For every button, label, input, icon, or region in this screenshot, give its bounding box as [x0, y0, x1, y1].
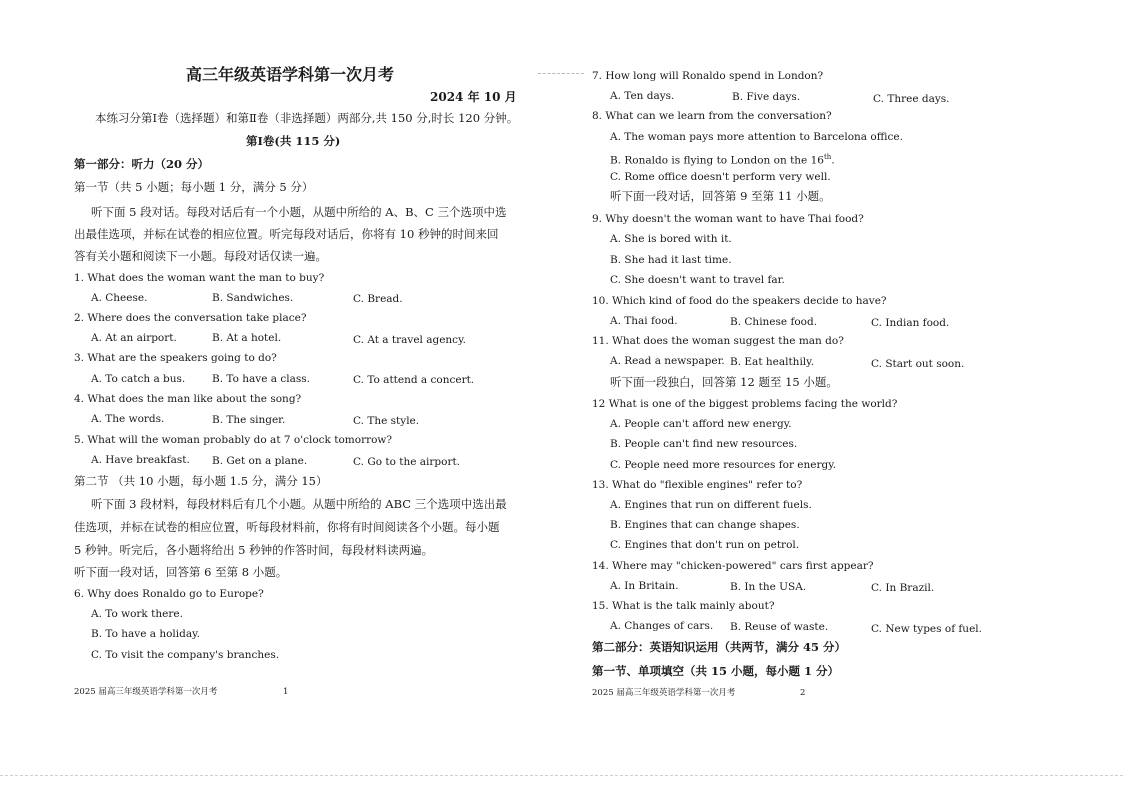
part2-section1-heading: 第一节、单项填空（共 15 小题，每小题 1 分） — [592, 664, 840, 678]
option-a: A. In Britain. — [610, 580, 679, 592]
paper1-heading: 第Ⅰ卷(共 115 分) — [246, 134, 341, 148]
option-a: A. People can't afford new energy. — [610, 418, 792, 430]
part2-heading: 第二部分：英语知识运用（共两节，满分 45 分） — [592, 640, 847, 654]
question-stem: 15. What is the talk mainly about? — [592, 600, 775, 612]
listening-directive: 听下面一段对话，回答第 9 至第 11 小题。 — [610, 189, 831, 203]
section1-instruction: 答有关小题和阅读下一小题。每段对话仅读一遍。 — [74, 249, 327, 263]
exam-intro: 本练习分第Ⅰ卷（选择题）和第Ⅱ卷（非选择题）两部分,共 150 分,时长 120 分钟。 — [95, 111, 519, 125]
option-c: C. In Brazil. — [871, 582, 935, 594]
option-a: A. Thai food. — [610, 315, 678, 327]
option-c: C. Start out soon. — [871, 358, 965, 370]
section1-instruction: 听下面 5 段对话。每段对话后有一个小题，从题中所给的 A、B、C 三个选项中选 — [91, 205, 507, 219]
option-c: C. New types of fuel. — [871, 623, 982, 635]
question-stem: 2. Where does the conversation take place? — [74, 312, 307, 324]
option-a: A. She is bored with it. — [610, 233, 732, 245]
option-b: B. The singer. — [212, 414, 286, 426]
option-c: C. Three days. — [873, 93, 950, 105]
section2-instruction: 佳选项，并标在试卷的相应位置，听每段材料前，你将有时间阅读各个小题。每小题 — [74, 520, 500, 534]
question-stem: 6. Why does Ronaldo go to Europe? — [74, 588, 264, 600]
option-a: A. Have breakfast. — [91, 454, 190, 466]
option-b: B. Sandwiches. — [212, 292, 294, 304]
option-b: B. To have a class. — [212, 373, 310, 385]
section2-instruction: 听下面 3 段材料，每段材料后有几个小题。从题中所给的 ABC 三个选项中选出最 — [91, 497, 507, 511]
option-b: B. Ronaldo is flying to London on the 16th. — [610, 153, 835, 167]
option-b: B. To have a holiday. — [91, 628, 200, 640]
exam-page-right — [562, 0, 1123, 794]
option-a: A. The words. — [91, 413, 165, 425]
option-c: C. People need more resources for energy. — [610, 459, 837, 471]
option-c: C. To visit the company's branches. — [91, 649, 280, 661]
section2-instruction: 5 秒钟。听完后，各小题将给出 5 秒钟的作答时间，每段材料读两遍。 — [74, 543, 434, 557]
option-a: A. Engines that run on different fuels. — [610, 499, 812, 511]
question-stem: 11. What does the woman suggest the man do? — [592, 335, 844, 347]
question-stem: 1. What does the woman want the man to buy? — [74, 272, 325, 284]
question-stem: 14. Where may "chicken-powered" cars first appear? — [592, 560, 874, 572]
option-c: C. She doesn't want to travel far. — [610, 274, 785, 286]
question-stem: 13. What do "flexible engines" refer to? — [592, 479, 803, 491]
section1-heading: 第一节（共 5 小题；每小题 1 分，满分 5 分） — [74, 180, 314, 194]
option-c: C. Go to the airport. — [353, 456, 461, 468]
question-stem: 7. How long will Ronaldo spend in London? — [592, 70, 824, 82]
question-stem: 3. What are the speakers going to do? — [74, 352, 277, 364]
option-b: B. Get on a plane. — [212, 455, 308, 467]
exam-title: 高三年级英语学科第一次月考 — [186, 65, 395, 84]
section2-heading: 第二节 （共 10 小题，每小题 1.5 分，满分 15） — [74, 474, 328, 488]
scan-artifact-line — [0, 775, 1123, 776]
option-b: B. Engines that can change shapes. — [610, 519, 800, 531]
part1-heading: 第一部分：听力（20 分） — [74, 157, 210, 171]
option-c: C. The style. — [353, 415, 420, 427]
exam-date: 2024 年 10 月 — [430, 90, 517, 104]
option-b: B. She had it last time. — [610, 254, 732, 266]
option-a: A. To catch a bus. — [91, 373, 186, 385]
section1-instruction: 出最佳选项，并标在试卷的相应位置。听完每段对话后，你将有 10 秒钟的时间来回 — [74, 227, 499, 241]
option-c: C. Engines that don't run on petrol. — [610, 539, 800, 551]
option-b: B. Five days. — [732, 91, 801, 103]
option-b: B. Eat healthily. — [730, 356, 815, 368]
option-c: C. To attend a concert. — [353, 374, 475, 386]
option-b: B. At a hotel. — [212, 332, 282, 344]
question-stem: 8. What can we learn from the conversation? — [592, 110, 832, 122]
option-a: A. The woman pays more attention to Barcelona office. — [610, 131, 903, 143]
question-stem: 4. What does the man like about the song? — [74, 393, 302, 405]
option-a: A. Cheese. — [91, 292, 148, 304]
option-b: B. In the USA. — [730, 581, 807, 593]
exam-page-left — [0, 0, 561, 794]
option-b: B. People can't find new resources. — [610, 438, 798, 450]
option-a: A. Changes of cars. — [610, 620, 714, 632]
option-c: C. At a travel agency. — [353, 334, 466, 346]
option-b: B. Reuse of waste. — [730, 621, 829, 633]
listening-directive: 听下面一段对话，回答第 6 至第 8 小题。 — [74, 565, 288, 579]
option-c: C. Indian food. — [871, 317, 950, 329]
page-number: 2 — [800, 688, 806, 698]
question-stem: 5. What will the woman probably do at 7 o'clock tomorrow? — [74, 434, 393, 446]
question-stem: 10. Which kind of food do the speakers decide to have? — [592, 295, 887, 307]
option-b: B. Chinese food. — [730, 316, 818, 328]
footer-text: 2025 届高三年级英语学科第一次月考 — [592, 688, 736, 698]
listening-directive: 听下面一段独白，回答第 12 题至 15 小题。 — [610, 375, 838, 389]
footer-text: 2025 届高三年级英语学科第一次月考 — [74, 687, 218, 697]
option-a: A. To work there. — [91, 608, 183, 620]
option-c: C. Rome office doesn't perform very well. — [610, 171, 831, 183]
option-c: C. Bread. — [353, 293, 403, 305]
option-a: A. Read a newspaper. — [610, 355, 725, 367]
question-stem: 12 What is one of the biggest problems facing the world? — [592, 398, 898, 410]
question-stem: 9. Why doesn't the woman want to have Thai food? — [592, 213, 864, 225]
option-a: A. At an airport. — [91, 332, 177, 344]
option-a: A. Ten days. — [610, 90, 675, 102]
page-number: 1 — [283, 687, 289, 697]
scan-artifact-line — [538, 73, 584, 74]
